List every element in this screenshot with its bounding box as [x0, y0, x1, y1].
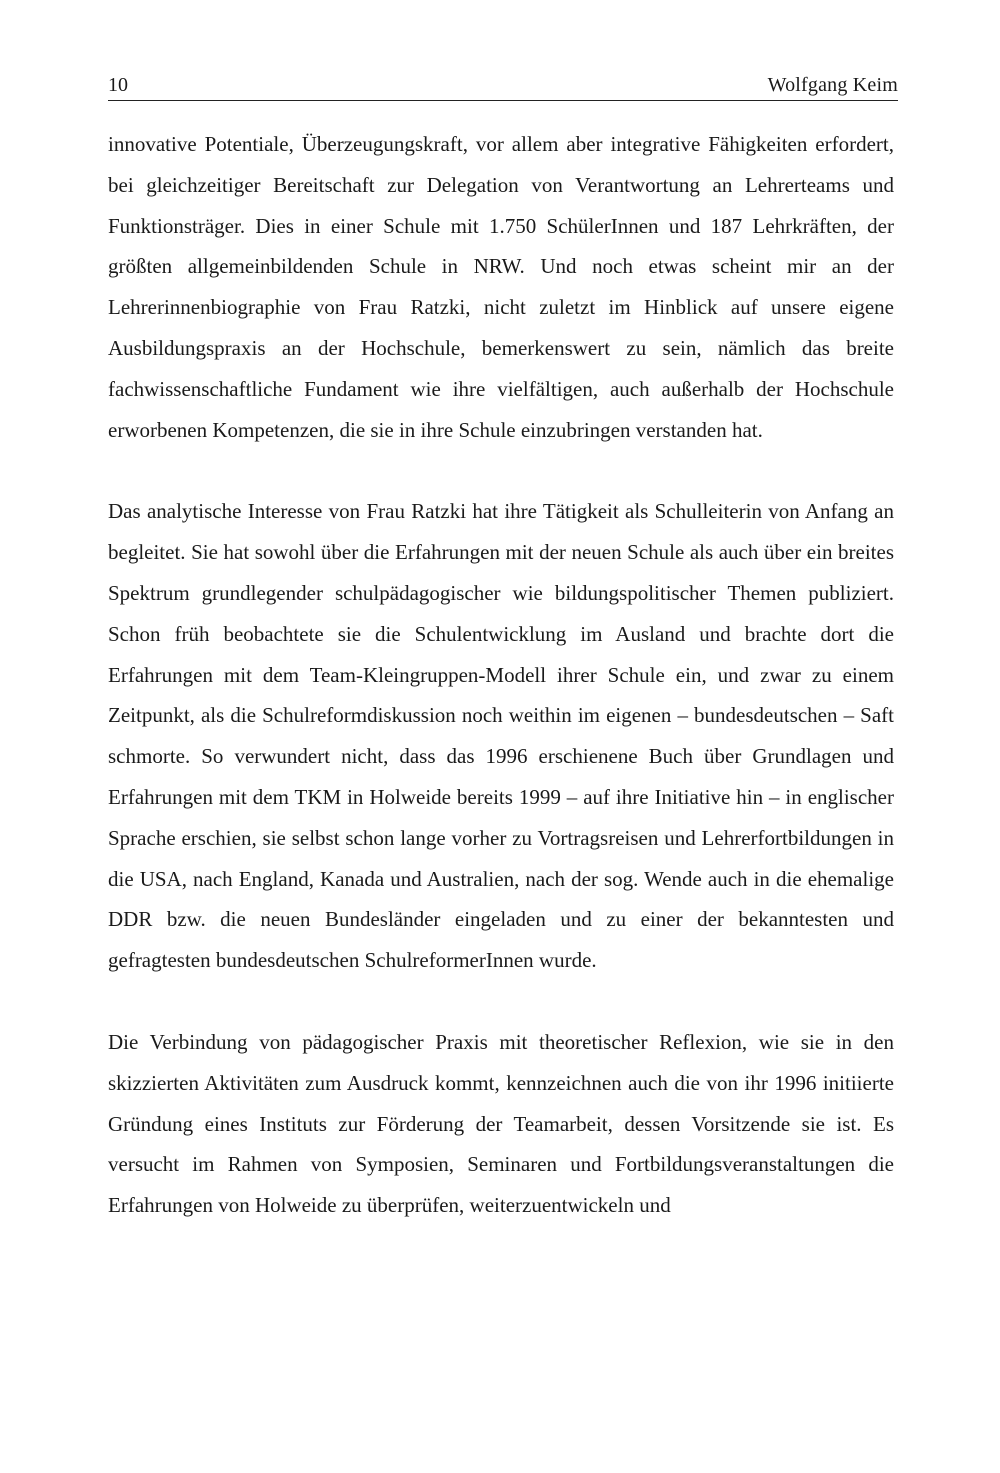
- paragraph-2: Das analytische Interesse von Frau Ratzki hat ihre Tätigkeit als Schulleiterin von Anfang an begleitet. Sie hat sowohl über die Erfahrungen mit der neuen Schule als auch über ein breites Spektrum grundlegender schulpädagogischer wie bildungspolitischer Themen publiziert. Schon früh beobachtete sie die Schulentwicklung im Ausland und brachte dort die Erfahrungen mit dem Team-Kleingruppen-Modell ihrer Schule ein, und zwar zu einem Zeitpunkt, als die Schulreformdiskussion noch weithin im eigenen – bundesdeutschen – Saft schmorte. So verwundert nicht, dass das 1996 erschienene Buch über Grundlagen und Erfahrungen mit dem TKM in Holweide bereits 1999 – auf ihre Initiative hin – in englischer Sprache erschien, sie selbst schon lange vorher zu Vortragsreisen und Lehrerfortbildungen in die USA, nach England, Kanada und Australien, nach der sog. Wende auch in die ehemalige DDR bzw. die neuen Bundesländer eingeladen und zu einer der bekanntesten und gefragtesten bundesdeutschen SchulreformerInnen wurde.: [108, 499, 894, 973]
- paragraph-1: innovative Potentiale, Überzeugungskraft, vor allem aber integrative Fähigkeiten erfordert, bei gleichzeitiger Bereitschaft zur Delegation von Verantwortung an Lehrerteams und Funktionsträger. Dies in einer Schule mit 1.750 SchülerInnen und 187 Lehrkräften, der größten allgemeinbildenden Schule in NRW. Und noch etwas scheint mir an der Lehrerinnenbiographie von Frau Ratzki, nicht zuletzt im Hinblick auf unsere eigene Ausbildungspraxis an der Hochschule, bemerkenswert zu sein, nämlich das breite fachwissenschaftliche Fundament wie ihre vielfältigen, auch außerhalb der Hochschule erworbenen Kompetenzen, die sie in ihre Schule einzubringen verstanden hat.: [108, 132, 894, 442]
- page-number: 10: [108, 74, 128, 96]
- running-header: [108, 72, 898, 101]
- body-text: [108, 124, 894, 1226]
- paragraph-3: Die Verbindung von pädagogischer Praxis mit theoretischer Reflexion, wie sie in den skizzierten Aktivitäten zum Ausdruck kommt, kennzeichnen auch die von ihr 1996 initiierte Gründung eines Instituts zur Förderung der Teamarbeit, dessen Vorsitzende sie ist. Es versucht im Rahmen von Symposien, Seminaren und Fortbildungsveranstaltungen die Erfahrungen von Holweide zu überprüfen, weiterzuentwickeln und: [108, 1029, 894, 1218]
- running-header-author: Wolfgang Keim: [767, 74, 898, 96]
